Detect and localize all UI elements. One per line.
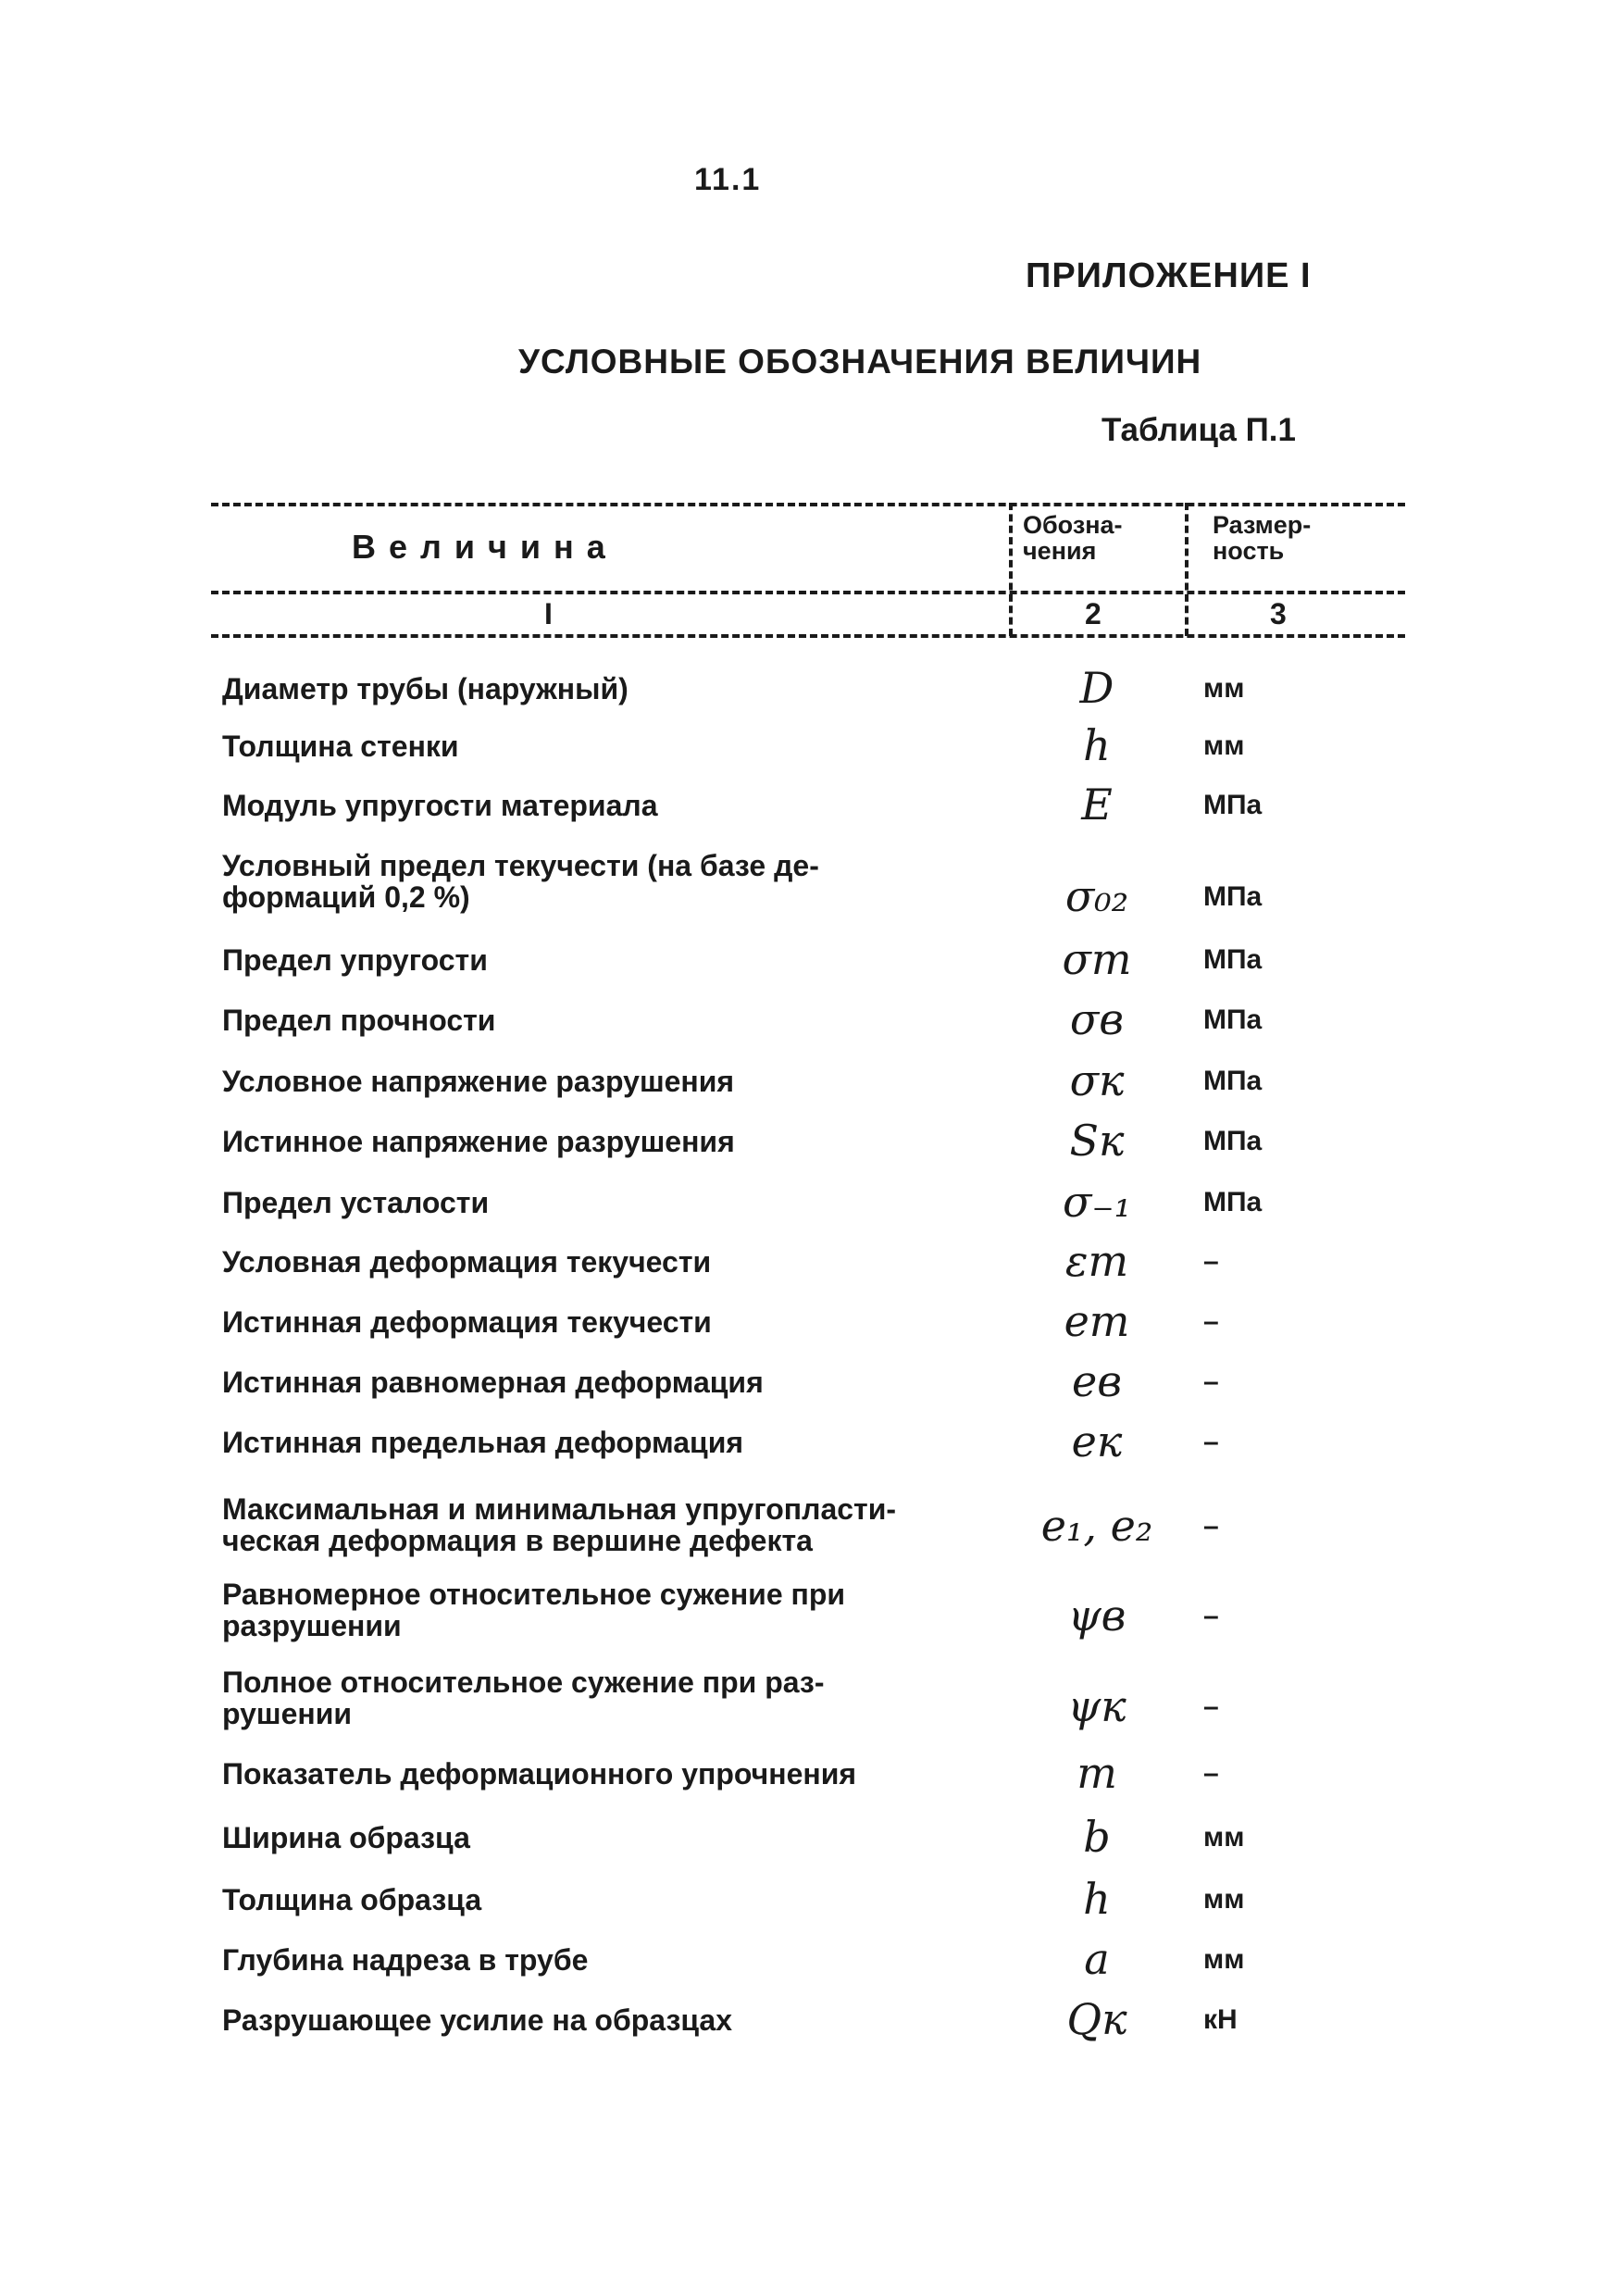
- row-dimension: МПа: [1203, 1066, 1263, 1096]
- row-symbol: σт: [1062, 934, 1132, 984]
- column-number-1: I: [544, 597, 553, 630]
- row-dimension: МПа: [1203, 790, 1263, 820]
- appendix-heading: ПРИЛОЖЕНИЕ I: [1026, 256, 1312, 295]
- row-quantity: Ширина образца: [222, 1821, 470, 1854]
- page-number: 11.1: [694, 162, 762, 197]
- row-dimension: мм: [1203, 730, 1245, 761]
- row-symbol: σ₀₂: [1064, 871, 1129, 921]
- row-dimension: –: [1203, 1306, 1219, 1337]
- row-symbol: Qк: [1066, 1994, 1127, 2044]
- row-symbol: E: [1081, 780, 1113, 830]
- row-quantity: Истинная предельная деформация: [222, 1426, 744, 1459]
- row-symbol: σк: [1069, 1055, 1125, 1105]
- row-dimension: мм: [1203, 1944, 1245, 1975]
- row-quantity: Разрушающее усилие на образцах: [222, 2003, 732, 2037]
- header-dimension: Размер- ность: [1213, 511, 1312, 565]
- row-quantity: Истинное напряжение разрушения: [222, 1125, 735, 1158]
- row-quantity: Толщина стенки: [222, 730, 459, 763]
- row-symbol: ψв: [1067, 1591, 1126, 1641]
- row-symbol: eк: [1071, 1416, 1123, 1466]
- row-quantity: Диаметр трубы (наружный): [222, 672, 629, 705]
- table-label: Таблица П.1: [1101, 412, 1296, 448]
- row-symbol: σв: [1069, 994, 1125, 1044]
- row-dimension: –: [1203, 1427, 1219, 1457]
- table-top-rule: [211, 503, 1405, 506]
- table-header-rule: [211, 591, 1405, 594]
- row-symbol: eт: [1064, 1296, 1130, 1346]
- row-symbol: e₁, e₂: [1040, 1501, 1153, 1551]
- row-dimension: –: [1203, 1366, 1219, 1397]
- row-dimension: –: [1203, 1511, 1219, 1541]
- row-symbol: εт: [1064, 1236, 1129, 1286]
- row-dimension: мм: [1203, 673, 1245, 704]
- row-dimension: мм: [1203, 1822, 1245, 1853]
- row-dimension: МПа: [1203, 1187, 1263, 1217]
- table-col-divider-1: [1009, 503, 1013, 636]
- row-quantity: Условный предел текучести (на базе де- формаций 0,2 %): [222, 849, 819, 914]
- row-dimension: МПа: [1203, 881, 1263, 912]
- document-title: УСЛОВНЫЕ ОБОЗНАЧЕНИЯ ВЕЛИЧИН: [518, 343, 1202, 381]
- row-dimension: –: [1203, 1691, 1219, 1722]
- row-quantity: Глубина надреза в трубе: [222, 1943, 589, 1977]
- row-dimension: –: [1203, 1601, 1219, 1631]
- row-dimension: МПа: [1203, 1126, 1263, 1156]
- row-symbol: D: [1079, 663, 1114, 713]
- row-dimension: МПа: [1203, 1004, 1263, 1035]
- row-dimension: мм: [1203, 1884, 1245, 1915]
- row-quantity: Равномерное относительное сужение при разрушении: [222, 1578, 846, 1642]
- row-dimension: кН: [1203, 2004, 1238, 2035]
- row-quantity: Условная деформация текучести: [222, 1245, 712, 1279]
- table-numbers-rule: [211, 634, 1405, 638]
- row-quantity: Толщина образца: [222, 1883, 482, 1916]
- row-quantity: Предел усталости: [222, 1186, 490, 1219]
- row-symbol: b: [1083, 1812, 1111, 1862]
- row-symbol: m: [1077, 1748, 1117, 1798]
- column-number-3: 3: [1270, 597, 1287, 630]
- row-quantity: Истинная равномерная деформация: [222, 1366, 764, 1399]
- row-quantity: Максимальная и минимальная упругопласти- ческая деформация в вершине дефекта: [222, 1492, 897, 1557]
- row-quantity: Модуль упругости материала: [222, 789, 658, 822]
- header-symbol: Обозна- чения: [1023, 511, 1123, 565]
- row-dimension: –: [1203, 1758, 1219, 1789]
- table-col-divider-2: [1185, 503, 1189, 636]
- row-symbol: h: [1083, 1874, 1111, 1924]
- row-quantity: Предел прочности: [222, 1004, 496, 1037]
- row-symbol: a: [1084, 1934, 1110, 1984]
- row-dimension: МПа: [1203, 944, 1263, 975]
- row-quantity: Предел упругости: [222, 943, 488, 977]
- row-quantity: Условное напряжение разрушения: [222, 1065, 735, 1098]
- column-number-2: 2: [1085, 597, 1101, 630]
- row-quantity: Показатель деформационного упрочнения: [222, 1757, 857, 1791]
- row-symbol: σ₋₁: [1062, 1177, 1132, 1227]
- row-symbol: Sк: [1069, 1116, 1125, 1166]
- row-symbol: ψк: [1067, 1681, 1126, 1731]
- row-quantity: Полное относительное сужение при раз- рушении: [222, 1666, 825, 1730]
- row-dimension: –: [1203, 1246, 1219, 1277]
- row-symbol: h: [1083, 720, 1111, 770]
- row-symbol: eв: [1072, 1356, 1122, 1406]
- header-quantity: Величина: [352, 528, 618, 566]
- row-quantity: Истинная деформация текучести: [222, 1305, 712, 1339]
